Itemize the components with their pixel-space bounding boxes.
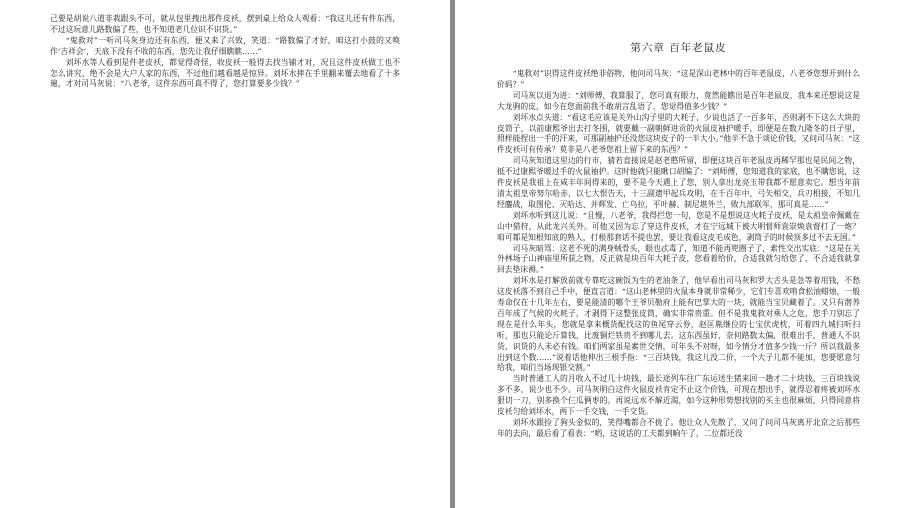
right-page bbox=[455, 0, 900, 508]
chapter-title: 第六章 百年老鼠皮 bbox=[630, 42, 727, 54]
left-paragraph: “鬼救对”一听司马灰身边还有东西，便又来了兴致，笑道：“路数偏了才好，咱这打小鼓的又唤作‘吉祥会’，天底下没有不收的东西，您先让我仔细瞧瞧……” bbox=[50, 35, 400, 56]
left-paragraph: 己要是胡说八道非栽跟头不可，就从包里拽出那件皮袄，摆到桌上给众人观看：“我这儿还有件东西，不过这玩意儿路数偏了些，也不知道老几位识不识货。” bbox=[50, 14, 400, 34]
right-paragraph: 司马灰以退为进：“刘师傅，我算服了，您可真有眼力，竟然能瞧出是百年老鼠皮，我本来还想说这是大龙驹的皮，如今在您面前我不敢胡言乱语了，您觉得值多少钱？” bbox=[497, 90, 860, 111]
left-paragraph: 刘坏水等人看到是件老皮袄，都觉得奇怪，收皮袄一般得去找当铺才对，况且这件皮袄做工也不怎么讲究，绝不会是大户人家的东西，不过他们越看越是惊异。刘坏水摔在手里翻来覆去地看了十多遍，才对司马灰说：“八老爷，这件东西可真不得了，您打算要多少钱？” bbox=[50, 57, 400, 89]
right-paragraph: 当时普通工人的月收入不过几十块钱，最长途列车往广东运送生猪来回一趟才二十块钱，三百块钱说多不多，说少也不少。司马灰明白这件火鼠皮袄肯定不止这个价钱，可现在想出手，就得忍着疼被刘坏水狠切一刀，别多换个仨瓜俩枣的。再说远水不解近渴，如今这种形势想找别的买主也很麻烦，只得同意将皮袄匀给刘坏水，两下一手交钱，一手交货。 bbox=[497, 374, 860, 417]
right-paragraph: 司马灰暗骂：这老不死的满身贼骨头，眼也忒毒了，知道不能再兜圈子了，索性交出实底：“这是在关外林场子山神庙里所获之物，反正就是块百年大耗子皮，您看着给价，合适我就匀给您了，不合适我就拿回去垫床褥。” bbox=[497, 243, 860, 275]
right-paragraph: 刘坏水听到这儿说：“且慢，八老爷，我得拦您一句，您是不是想说这火耗子皮袄，是太祖皇帝佩戴在山中猎狩，从此龙兴关外。可他又因为忘了穿这件皮袄，才在宁远城下被大明督师袁崇焕袁督打了一炮？咱可都是知根知底的熟人，打根那套话不提也罢，要让我看这皮毛成色，剥筒子的时候顶多过不去无国。” bbox=[497, 210, 860, 242]
right-paragraph: 司马灰知道这里边的行市，猜若直接说是赵老憨所留，即便这块百年老鼠皮再稀罕那也是民间之物，抵不过康熙爷暖过手的火鼠袖护。这时他就只能瞅口胡编了：“刘师傅，您知道我的家底，也不瞒您说，这件皮袄是我祖上在咸丰年间得来的，要不是今天遇上了您，别人拿出龙亮玉带我都不愿意卖它。想当年前清太祖皇帝努尔哈赤，以七大恨告天，十三副遗甲起兵攻明，在千百年中，弓矢相交，兵刃相接，不知几经鏖战，取图伦、灭哈达、并辉发、亡乌拉，平叶赫、制尼堪外兰，败九部联军，那可真是……” bbox=[497, 156, 860, 209]
right-paragraph: 刘坏水跟捡了狗头金似的，笑得嘴都合不拢了。他让众人先散了，又问了问司马灰离开北京之后那些年的去向，最后看了看表：“哟，这说话的工夫都到晌午了，二位都还没 bbox=[497, 418, 860, 438]
right-paragraph: 刘坏水点头道：“看这毛应该是关外山沟子里的大耗子，少说也活了一百多年，否则剥不下这么大块的皮筒子，以前康熙爷出去打冬围，就要戴一副朝鲜进贡的火鼠皮袖护暖手，即便是在数九隆冬的日子里，照样能捏出一手的汗来，可那副袖护还没您这块皮子的一半大小。”他半不急于谈论价钱，又问司马灰：“这件皮袄可有传承？莫非是八老爷您祖上留下来的东西？” bbox=[497, 112, 860, 155]
right-paragraph: 刘坏水是打解放前就专靠吃这碗饭为生的老油条了，他早看出司马灰和罗大舌头是急等着用钱，不愁这皮袄落不到自己手中，便直言道：“这山老林里的火鼠本身就非常稀少，它们专喜欢啃食松油蜡烛，一般寿命仅在十几年左右，要是能清的哪个王爷贝勒府上能有巴掌大的一块，就能当宝贝藏着了。又只有潜养百年成了气候的火耗子，才剥得下这整张皮筒，确实非常贵重。但不是我鬼救对乘人之危，您手刀别忘了现在是什么年头，您就是拿来概货配找这的鱼尾穿云券，赵匡胤继位的七宝伏虎枕，可着四九城扫听扫听，那也只能论斤算钱，比废铜烂铁贵不到哪儿去。这东西虽好，奈何路数太偏，很难出手，普通人不识货，识货的人未必有钱。咱们两家虽是素世交情，可年头不对呀，如今情分才值多少钱一斤？所以我最多出到这个数……”说着话他伸出三根手指：“三百块钱，我这儿没二价，一个大子儿都不能加，您要愿意匀给我，咱们当场现银交割。” bbox=[497, 276, 860, 373]
right-paragraph: “鬼救对”识得这件皮袄绝非俗物，他问司马灰：“这是深山老林中的百年老鼠皮，八老爷您想开到什么价码？” bbox=[497, 69, 860, 89]
